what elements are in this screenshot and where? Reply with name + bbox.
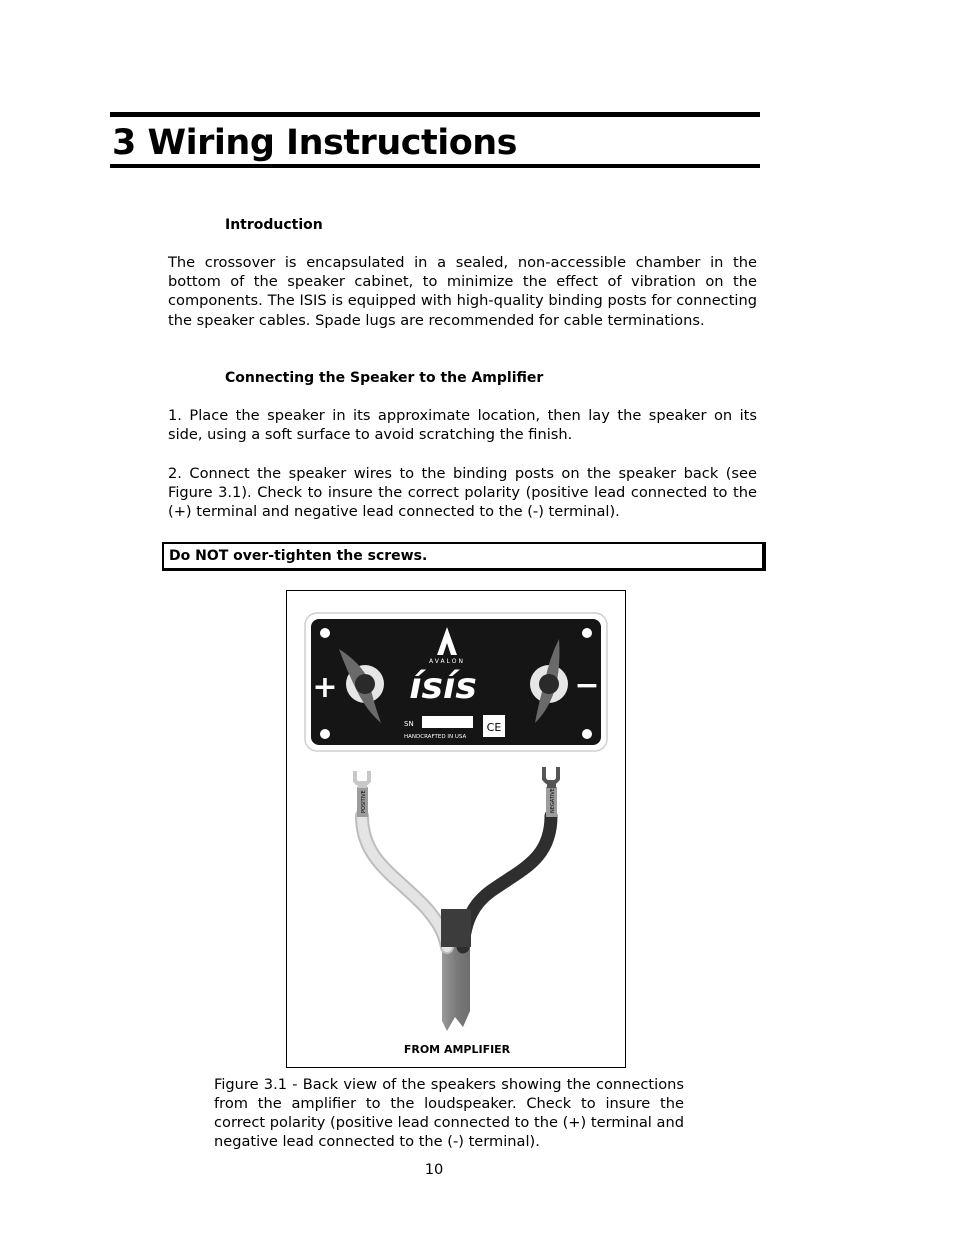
model-logo: ísís xyxy=(409,666,477,707)
step-2-paragraph: 2. Connect the speaker wires to the binding posts on the speaker back (see Figure 3.1). Check to insure the correct polarity (positive lead connected to the (+) terminal and negative lead connected to the (-) terminal). xyxy=(168,465,757,521)
negative-post-center-icon xyxy=(539,674,559,694)
brand-label: AVALON xyxy=(429,658,465,665)
minus-sign: − xyxy=(574,668,600,703)
negative-wire-label: NEGATIVE xyxy=(550,788,556,813)
plate-screw-icon xyxy=(320,729,330,739)
serial-number-field xyxy=(422,716,473,728)
warning-box xyxy=(162,542,766,571)
warning-text: Do NOT over-tighten the screws. xyxy=(169,548,428,564)
positive-lug-neck-icon xyxy=(358,781,367,788)
plate-screw-icon xyxy=(320,628,330,638)
wiring-illustration xyxy=(287,591,625,1067)
handcrafted-label: HANDCRAFTED IN USA xyxy=(404,734,467,740)
positive-post-center-icon xyxy=(355,674,375,694)
positive-wire-label: POSITIVE xyxy=(361,790,367,813)
chapter-title: 3 Wiring Instructions xyxy=(112,123,518,163)
introduction-paragraph: The crossover is encapsulated in a sealed, non-accessible chamber in the bottom of the speaker cabinet, to minimize the effect of vibration on the components. The ISIS is equipped with high-quality binding posts for connecting the speaker cables. Spade lugs are recommended for cable terminations. xyxy=(168,254,757,329)
serial-number-label: SN xyxy=(404,720,414,728)
step-1-paragraph: 1. Place the speaker in its approximate location, then lay the speaker on its side, using a soft surface to avoid scratching the finish. xyxy=(168,407,757,444)
cable-ferrule xyxy=(441,909,471,947)
page-number: 10 xyxy=(424,1161,444,1178)
figure-3-1 xyxy=(286,590,626,1068)
plate-screw-icon xyxy=(582,628,592,638)
plate-screw-icon xyxy=(582,729,592,739)
negative-wire xyxy=(463,816,551,947)
title-rule-bottom xyxy=(110,164,760,168)
ce-mark: CE xyxy=(486,721,502,734)
from-amplifier-label: FROM AMPLIFIER xyxy=(403,1043,511,1056)
section-heading-introduction: Introduction xyxy=(225,217,323,233)
negative-lug-neck-icon xyxy=(547,780,556,788)
amplifier-cable xyxy=(442,947,470,1031)
section-heading-connecting: Connecting the Speaker to the Amplifier xyxy=(225,370,544,386)
plus-sign: + xyxy=(312,670,338,705)
title-rule-top xyxy=(110,112,760,117)
figure-caption: Figure 3.1 - Back view of the speakers showing the connections from the amplifier to the loudspeaker. Check to insure the correct polarity (positive lead connected to the (+) terminal and negative lead connected to the (-) terminal). xyxy=(214,1076,684,1150)
